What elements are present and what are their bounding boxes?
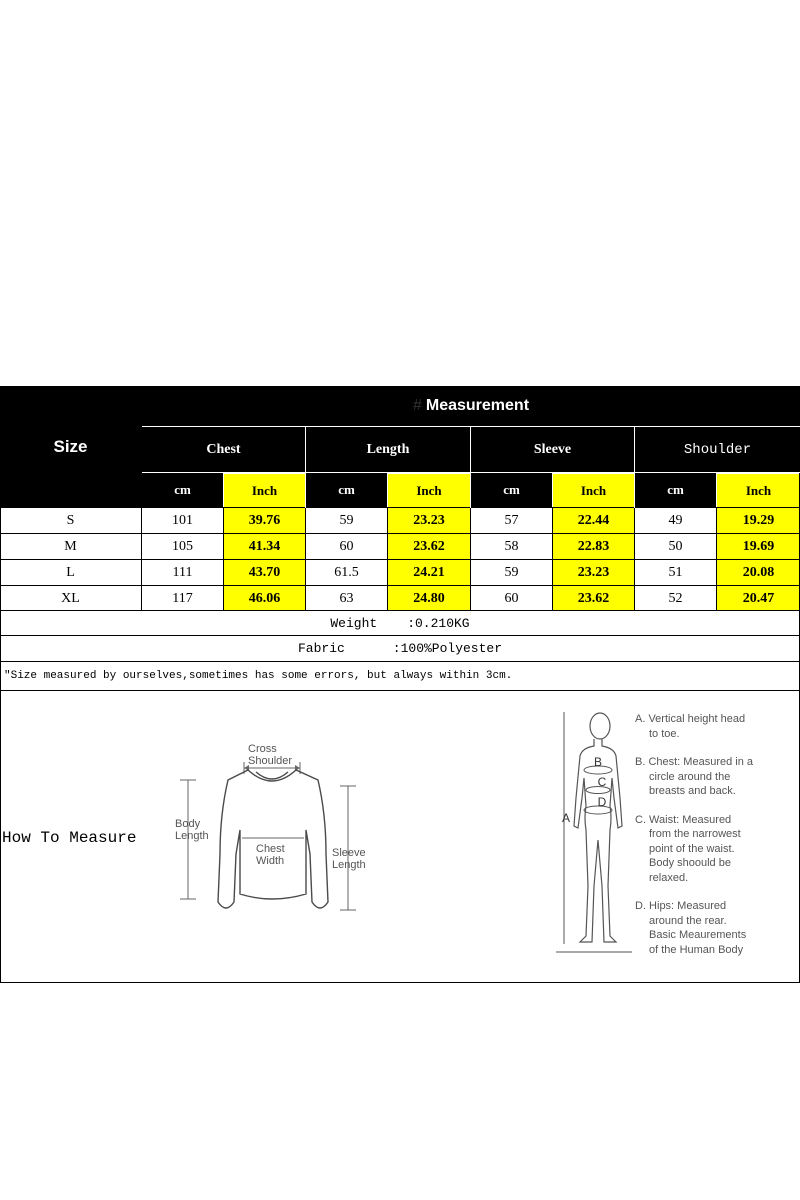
how-to-measure-label: How To Measure bbox=[2, 829, 137, 847]
weight-label: Weight bbox=[330, 615, 378, 631]
cm-cell bbox=[306, 534, 387, 559]
instruction-block bbox=[635, 755, 795, 799]
inch-cell bbox=[224, 586, 305, 611]
unit-header-inch bbox=[388, 474, 470, 507]
group-header-label: Shoulder bbox=[683, 441, 752, 458]
cell-value: 24.21 bbox=[413, 564, 445, 580]
inch-cell bbox=[388, 560, 470, 585]
sleeve-length-label: Length bbox=[332, 859, 366, 871]
unit-header-cm bbox=[142, 473, 223, 507]
unit-label: cm bbox=[338, 482, 355, 497]
grid-line bbox=[552, 507, 553, 611]
inch-cell bbox=[717, 560, 800, 585]
inch-cell bbox=[388, 508, 470, 533]
cm-cell bbox=[142, 534, 223, 559]
grid-line bbox=[0, 533, 800, 534]
unit-label: Inch bbox=[580, 482, 607, 498]
unit-header-inch bbox=[717, 474, 800, 507]
unit-label: Inch bbox=[416, 482, 442, 498]
cm-cell bbox=[142, 560, 223, 585]
body-measure-diagram bbox=[552, 706, 632, 966]
body-length-label: Body bbox=[175, 818, 201, 830]
group-header-length bbox=[306, 427, 470, 472]
cell-value: 52 bbox=[668, 590, 683, 606]
group-header-sleeve bbox=[471, 427, 634, 472]
grid-line bbox=[634, 427, 635, 508]
unit-label: Inch bbox=[251, 482, 278, 498]
instruction-line: of the Human Body bbox=[649, 943, 744, 956]
size-cell bbox=[0, 508, 141, 533]
cell-value: 22.83 bbox=[577, 538, 610, 554]
inch-cell bbox=[388, 586, 470, 611]
note-row bbox=[0, 662, 800, 690]
inch-cell bbox=[553, 586, 634, 611]
grid-line bbox=[141, 386, 142, 611]
grid-line bbox=[470, 507, 471, 611]
instruction-line: C. Waist: Measured bbox=[635, 813, 732, 826]
inch-cell bbox=[717, 586, 800, 611]
unit-header-cm bbox=[306, 473, 387, 507]
cell-value: 23.62 bbox=[413, 538, 445, 554]
cross-shoulder-label: Shoulder bbox=[248, 755, 293, 767]
fabric-value: :100%Polyester bbox=[392, 641, 503, 656]
cell-value: 105 bbox=[172, 538, 193, 554]
instruction-block bbox=[635, 712, 795, 741]
cell-value: 39.76 bbox=[248, 512, 281, 528]
cm-cell bbox=[306, 508, 387, 533]
group-header-shoulder bbox=[635, 427, 800, 472]
sweater-outline bbox=[218, 770, 328, 908]
measurement-header bbox=[142, 386, 800, 426]
cell-value: 111 bbox=[172, 564, 193, 580]
cell-value: 58 bbox=[504, 538, 519, 554]
cell-value: 59 bbox=[504, 564, 519, 580]
cell-value: 19.29 bbox=[742, 512, 775, 528]
cell-value: 46.06 bbox=[248, 590, 281, 606]
cell-value: 63 bbox=[339, 590, 354, 606]
unit-label: cm bbox=[667, 482, 684, 497]
grid-line bbox=[0, 690, 800, 691]
cm-cell bbox=[635, 534, 716, 559]
grid-line bbox=[0, 386, 800, 387]
cm-cell bbox=[471, 560, 552, 585]
cell-value: 23.23 bbox=[413, 512, 445, 528]
cm-cell bbox=[306, 560, 387, 585]
grid-line bbox=[0, 635, 800, 636]
measurement-prefix-mark: # bbox=[412, 397, 422, 414]
note-text: "Size measured by ourselves,sometimes has some errors, but always within 3cm. bbox=[4, 670, 513, 682]
instruction-line: point of the waist. bbox=[649, 842, 735, 855]
fabric-label: Fabric bbox=[297, 641, 345, 656]
inch-cell bbox=[553, 534, 634, 559]
grid-line bbox=[0, 982, 800, 983]
cell-value: 23.62 bbox=[577, 590, 610, 606]
grid-line bbox=[142, 426, 800, 427]
instruction-line: Basic Meaurements bbox=[649, 929, 747, 941]
cm-cell bbox=[635, 560, 716, 585]
cell-value: 19.69 bbox=[742, 538, 775, 554]
size-cell bbox=[0, 560, 141, 585]
group-header-label: Length bbox=[366, 441, 410, 457]
cell-value: 51 bbox=[668, 564, 683, 580]
cell-value: 22.44 bbox=[577, 512, 610, 528]
size-label: XL bbox=[61, 590, 80, 606]
grid-line bbox=[0, 610, 800, 611]
cm-cell bbox=[142, 508, 223, 533]
cell-value: 24.80 bbox=[413, 590, 445, 606]
grid-line bbox=[0, 386, 1, 983]
grid-line bbox=[0, 507, 800, 508]
grid-line bbox=[305, 427, 306, 508]
unit-label: Inch bbox=[745, 482, 772, 498]
size-label: S bbox=[66, 512, 75, 528]
cell-value: 57 bbox=[504, 512, 519, 528]
marker-b: B bbox=[593, 755, 603, 769]
instruction-line: to toe. bbox=[649, 727, 680, 740]
cell-value: 20.08 bbox=[742, 564, 775, 580]
grid-line bbox=[387, 507, 388, 611]
cell-value: 59 bbox=[339, 512, 354, 528]
inch-cell bbox=[224, 508, 305, 533]
weight-value: :0.210KG bbox=[407, 615, 470, 631]
group-header-chest bbox=[142, 427, 305, 472]
cm-cell bbox=[471, 534, 552, 559]
marker-a: A bbox=[561, 811, 571, 825]
unit-label: cm bbox=[174, 482, 191, 497]
inch-cell bbox=[553, 560, 634, 585]
inch-cell bbox=[717, 508, 800, 533]
cell-value: 101 bbox=[172, 512, 193, 528]
how-to-measure-title bbox=[2, 826, 152, 850]
inch-cell bbox=[553, 508, 634, 533]
cell-value: 23.23 bbox=[577, 564, 610, 580]
cm-cell bbox=[635, 586, 716, 611]
chest-width-label: Chest bbox=[256, 843, 285, 855]
size-header bbox=[0, 386, 141, 507]
cell-value: 117 bbox=[172, 590, 193, 606]
cm-cell bbox=[471, 586, 552, 611]
instruction-line: relaxed. bbox=[649, 871, 689, 884]
group-header-label: Sleeve bbox=[533, 441, 572, 457]
size-header-label: Size bbox=[53, 436, 88, 456]
head-outline bbox=[590, 713, 610, 739]
unit-label: cm bbox=[503, 482, 520, 497]
marker-c: C bbox=[597, 775, 607, 789]
size-label: L bbox=[66, 564, 75, 580]
cell-value: 49 bbox=[668, 512, 683, 528]
body-outline bbox=[574, 739, 622, 942]
unit-header-inch bbox=[224, 474, 305, 507]
grid-line bbox=[0, 661, 800, 662]
sleeve-length-label: Sleeve bbox=[332, 847, 366, 859]
inch-cell bbox=[224, 560, 305, 585]
measure-instructions bbox=[635, 712, 795, 957]
cross-shoulder-label: Cross bbox=[248, 743, 277, 755]
cm-cell bbox=[635, 508, 716, 533]
size-cell bbox=[0, 586, 141, 611]
instruction-line: circle around the bbox=[649, 770, 731, 783]
cell-value: 20.47 bbox=[742, 590, 775, 606]
unit-header-cm bbox=[635, 473, 716, 507]
inch-cell bbox=[224, 534, 305, 559]
grid-line bbox=[142, 472, 800, 473]
measurement-header-label: Measurement bbox=[425, 397, 530, 414]
unit-header-cm bbox=[471, 473, 552, 507]
instruction-block bbox=[635, 813, 795, 886]
fabric-row bbox=[0, 636, 800, 661]
grid-line bbox=[470, 427, 471, 508]
cell-value: 43.70 bbox=[248, 564, 281, 580]
inch-cell bbox=[717, 534, 800, 559]
grid-line bbox=[0, 585, 800, 586]
size-label: M bbox=[64, 538, 77, 554]
grid-line bbox=[634, 507, 635, 611]
weight-row bbox=[0, 611, 800, 635]
garment-measure-diagram bbox=[160, 734, 380, 929]
inch-cell bbox=[388, 534, 470, 559]
cell-value: 50 bbox=[668, 538, 683, 554]
chest-width-label: Width bbox=[256, 855, 285, 867]
cell-value: 60 bbox=[339, 538, 354, 554]
instruction-line: breasts and back. bbox=[649, 785, 736, 797]
grid-line bbox=[223, 507, 224, 611]
unit-header-inch bbox=[553, 474, 634, 507]
instruction-line: D. Hips: Measured bbox=[635, 900, 727, 912]
group-header-label: Chest bbox=[206, 441, 241, 457]
instruction-line: B. Chest: Measured in a bbox=[635, 756, 754, 768]
instruction-line: from the narrowest bbox=[649, 828, 741, 840]
body-length-label: Length bbox=[175, 830, 209, 842]
cell-value: 60 bbox=[504, 590, 519, 606]
size-chart bbox=[0, 386, 800, 983]
size-cell bbox=[0, 534, 141, 559]
cm-cell bbox=[306, 586, 387, 611]
instruction-line: A. Vertical height head bbox=[635, 713, 746, 725]
instruction-block bbox=[635, 899, 795, 957]
grid-line bbox=[716, 507, 717, 611]
cm-cell bbox=[471, 508, 552, 533]
grid-line bbox=[305, 507, 306, 611]
instruction-line: Body shoould be bbox=[649, 857, 731, 869]
cm-cell bbox=[142, 586, 223, 611]
instruction-line: around the rear. bbox=[649, 914, 727, 927]
grid-line bbox=[0, 559, 800, 560]
cell-value: 61.5 bbox=[334, 564, 359, 580]
marker-d: D bbox=[597, 795, 607, 809]
cell-value: 41.34 bbox=[248, 538, 281, 554]
